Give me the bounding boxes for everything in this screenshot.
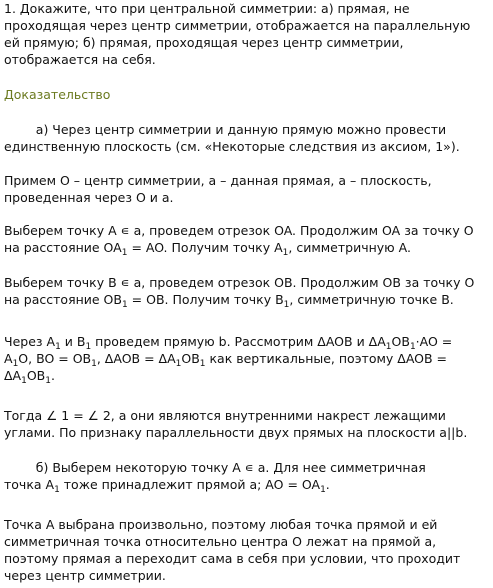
paragraph-3-line-2: на расстояние $OA_1$ = AO. Получим точку $A_1$, симметричную A. [4, 240, 411, 258]
paragraph-1-line-2: единственную плоскость (см. «Некоторые следствия из аксиом, 1»). [4, 139, 460, 154]
task-line-1: 1. Докажите, что при центральной симметрии: а) прямая, не [4, 1, 410, 16]
paragraph-4-line-1: Выберем точку B ∊ a, проведем отрезок OB. Продолжим OB за точку O [4, 275, 475, 290]
task-line-3: ей прямую; б) прямая, проходящая через центр симметрии, [4, 35, 404, 50]
paragraph-2-line-1: Примем O – центр симметрии, a – данная прямая, a – плоскость, [4, 173, 432, 188]
paragraph-7-line-1: б) Выберем некоторую точку A ∊ a. Для нее симметричная [4, 460, 426, 475]
paragraph-5-line-3: $\Delta A_1OB_1$. [4, 368, 55, 386]
paragraph-6-line-1: Тогда ∠ 1 = ∠ 2, а они являются внутренними накрест лежащими [4, 408, 446, 423]
proof-heading: Доказательство [4, 87, 111, 102]
paragraph-5-line-2: $A_1O$, BO = $OB_1$, $\Delta AOB = \Delta A_1OB_1$ как вертикальные, поэтому ΔAOB = [4, 351, 448, 369]
paragraph-8-line-3: поэтому прямая a переходит сама в себя при условии, что проходит [4, 551, 461, 566]
paragraph-2-line-2: проведенная через O и a. [4, 190, 174, 205]
paragraph-8-line-1: Точка A выбрана произвольно, поэтому любая точка прямой и ей [4, 517, 438, 532]
paragraph-4-line-2: на расстояние $OB_1$ = OB. Получим точку $B_1$, симметричную точке B. [4, 292, 454, 310]
paragraph-3-line-1: Выберем точку A ∊ a, проведем отрезок OA. Продолжим OA за точку O [4, 223, 474, 238]
paragraph-6-line-2: углами. По признаку параллельности двух прямых на плоскости a||b. [4, 425, 468, 440]
task-line-4: отображается на себя. [4, 52, 156, 67]
paragraph-5-line-1: Через $A_1$ и $B_1$ проведем прямую b. Рассмотрим ΔAOB и $\Delta A_1OB_1\cdot AO$ = [4, 334, 453, 352]
paragraph-8-line-2: симметричная точка относительно центра O лежат на прямой a, [4, 534, 437, 549]
paragraph-7-line-2: точка $A_1$ тоже принадлежит прямой a; AO = $OA_1$. [4, 477, 330, 495]
paragraph-8-line-4: через центр симметрии. [4, 568, 166, 583]
task-line-2: проходящая через центр симметрии, отображается на параллельную [4, 18, 471, 33]
paragraph-1-line-1: а) Через центр симметрии и данную прямую можно провести [4, 122, 447, 137]
